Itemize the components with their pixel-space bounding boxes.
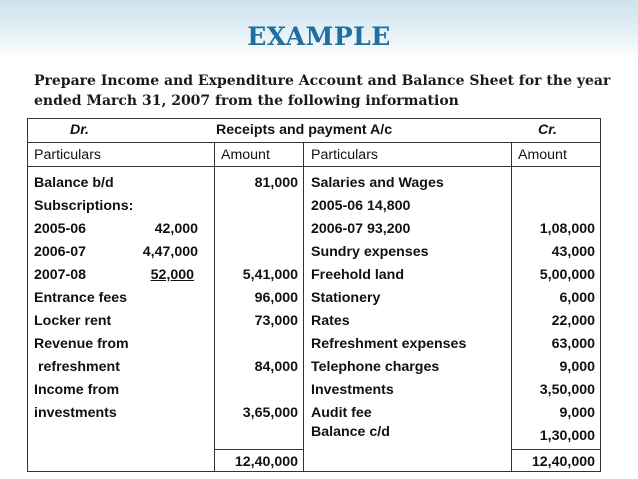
payment-refreshment-expenses: Refreshment expenses <box>311 336 467 352</box>
receipt-sub-2005-label: 2005-06 <box>34 221 87 237</box>
receipt-refreshment-amount: 84,000 <box>254 359 298 375</box>
payment-investments: Investments <box>311 382 394 398</box>
payment-investments-amount: 3,50,000 <box>539 382 595 398</box>
total-rule-left <box>214 449 304 450</box>
receipt-balance-bd-amount: 81,000 <box>254 175 298 191</box>
receipt-revenue-from: Revenue from <box>34 336 129 352</box>
receipt-investments: investments <box>34 405 117 421</box>
receipt-sub-2007-value: 52,000 <box>150 267 194 283</box>
receipt-subscriptions-total: 5,41,000 <box>242 267 298 283</box>
debit-label: Dr. <box>70 122 89 138</box>
payment-balance-cd: Balance c/d <box>311 424 390 440</box>
payment-balance-cd-amount: 1,30,000 <box>539 428 595 444</box>
payment-salaries-2006: 2006-07 93,200 <box>311 221 411 237</box>
total-rule-right <box>511 449 601 450</box>
receipt-balance-bd: Balance b/d <box>34 175 114 191</box>
credit-label: Cr. <box>538 122 557 138</box>
column-header-amount-right: Amount <box>518 147 567 163</box>
column-header-particulars-right: Particulars <box>311 147 379 163</box>
column-header-amount-left: Amount <box>221 147 270 163</box>
column-header-particulars-left: Particulars <box>34 147 102 163</box>
slide-title: EXAMPLE <box>247 22 391 51</box>
column-divider-1 <box>214 143 215 471</box>
receipts-payments-table <box>27 118 601 472</box>
payment-sundry-amount: 43,000 <box>551 244 595 260</box>
payment-refreshment-expenses-amount: 63,000 <box>551 336 595 352</box>
receipt-total: 12,40,000 <box>234 454 298 470</box>
payment-telephone: Telephone charges <box>311 359 440 375</box>
payment-telephone-amount: 9,000 <box>559 359 595 375</box>
payment-audit-fee: Audit fee <box>311 405 372 421</box>
receipt-investments-amount: 3,65,000 <box>242 405 298 421</box>
receipt-sub-2007-label: 2007-08 <box>34 267 87 283</box>
payment-rates: Rates <box>311 313 350 329</box>
payment-audit-fee-amount: 9,000 <box>559 405 595 421</box>
payment-freehold: Freehold land <box>311 267 405 283</box>
payment-rates-amount: 22,000 <box>551 313 595 329</box>
receipt-sub-2006-label: 2006-07 <box>34 244 87 260</box>
receipt-locker-rent-amount: 73,000 <box>254 313 298 329</box>
payment-salaries: Salaries and Wages <box>311 175 444 191</box>
payment-stationery-amount: 6,000 <box>559 290 595 306</box>
payment-total: 12,40,000 <box>531 454 595 470</box>
receipt-refreshment: refreshment <box>34 359 120 375</box>
account-name: Receipts and payment A/c <box>216 122 393 138</box>
payment-salaries-2005: 2005-06 14,800 <box>311 198 411 214</box>
receipt-subscriptions: Subscriptions: <box>34 198 134 214</box>
payment-stationery: Stationery <box>311 290 381 306</box>
problem-statement-line-2: ended March 31, 2007 from the following information <box>34 93 459 109</box>
receipt-sub-2005-value: 42,000 <box>154 221 198 237</box>
receipt-locker-rent: Locker rent <box>34 313 112 329</box>
payment-salaries-amount: 1,08,000 <box>539 221 595 237</box>
receipt-income-from: Income from <box>34 382 120 398</box>
column-divider-2 <box>303 143 304 471</box>
receipt-sub-2006-value: 4,47,000 <box>142 244 198 260</box>
payment-sundry: Sundry expenses <box>311 244 429 260</box>
account-header <box>28 119 600 143</box>
payment-freehold-amount: 5,00,000 <box>539 267 595 283</box>
column-divider-3 <box>511 143 512 471</box>
problem-statement <box>34 71 614 111</box>
problem-statement-line-1: Prepare Income and Expenditure Account and Balance Sheet for the year <box>34 73 611 89</box>
receipt-entrance-fees: Entrance fees <box>34 290 128 306</box>
receipt-entrance-fees-amount: 96,000 <box>254 290 298 306</box>
column-header-row <box>28 143 600 167</box>
